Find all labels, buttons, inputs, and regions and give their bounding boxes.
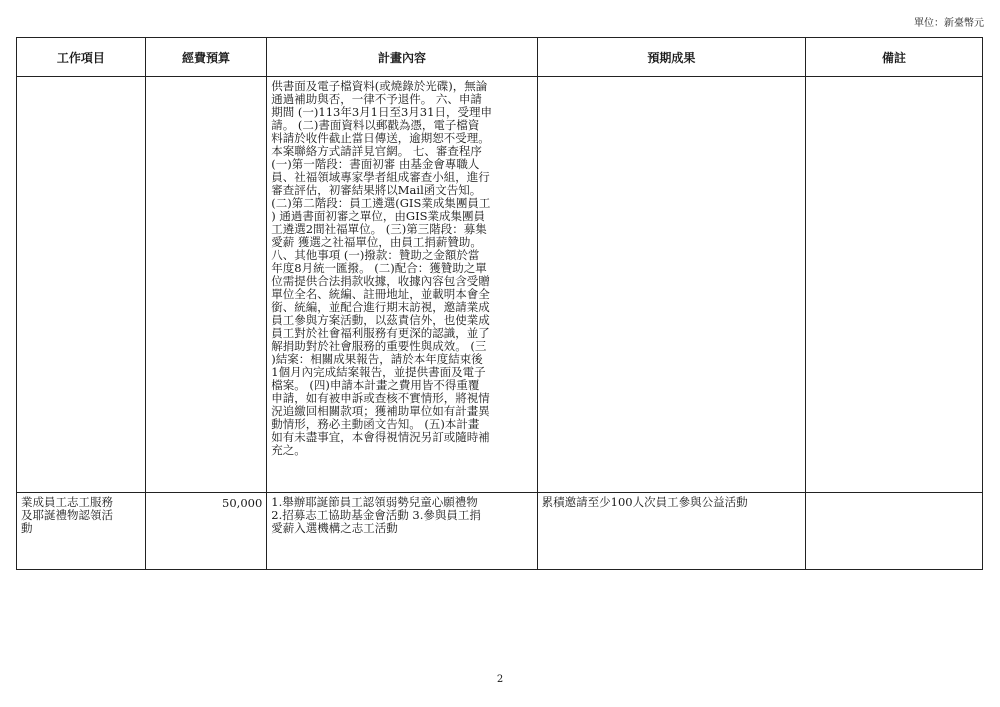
- column-header-remarks: 備註: [806, 38, 983, 77]
- budget-plan-table: [16, 37, 983, 570]
- budget-cell: [145, 77, 267, 493]
- currency-unit-note: 單位：新臺幣元: [914, 18, 984, 29]
- plan-content-cell: 供書面及電子檔資料(或燒錄於光碟)，無論 通過補助與否，一律不予退件。 六、申請 期間 (一)113年3月1日至3月31日，受理申 請。 (二)書面資料以郵戳為憑，電子檔資 料請於收件截止當日傳送，逾期恕不受理。 本案聯絡方式請詳見官網。 七、審查程序 (一)第一階段：書面初審 由基金會專職人 員、社福領域專家學者組成審查小組，進行 審查評估，初審結果將以Mail函文告知。 (二)第二階段：員工遴選(GIS業成集團員工 ) 通過書面初審之單位，由GIS業成集團員 工遴選2間社福單位。 (三)第三階段：募集 愛薪 獲選之社福單位，由員工捐薪贊助。 八、其他事項 (一)撥款：贊助之金額於當 年度8月統一匯撥。 (二)配合：獲贊助之單 位需提供合法捐款收據，收據內容包含受贈 單位全名、統編、註冊地址，並載明本會全 銜、統編，並配合進行期末訪視，邀請業成 員工參與方案活動，以茲責信外，也使業成 員工對於社會福利服務有更深的認識，並了 解捐助對於社會服務的重要性與成效。 (三 )結案：相關成果報告，請於本年度結束後 1個月內完成結案報告，並提供書面及電子 檔案。 (四)申請本計畫之費用皆不得重覆 申請，如有被申訴或查核不實情形，將視情 況追繳回相關款項；獲補助單位如有計畫異 動情形，務必主動函文告知。 (五)本計畫 如有未盡事宜，本會得視情況另訂或隨時補 充之。: [267, 77, 537, 493]
- column-header-budget: 經費預算: [145, 38, 267, 77]
- work-item-cell: [17, 77, 146, 493]
- expected-result-cell: 累積邀請至少100人次員工參與公益活動: [537, 493, 805, 570]
- table-header-row: [17, 38, 983, 77]
- remarks-cell: [806, 77, 983, 493]
- work-item-cell: 業成員工志工服務 及耶誕禮物認領活 動: [17, 493, 146, 570]
- column-header-work-item: 工作項目: [17, 38, 146, 77]
- column-header-expected-result: 預期成果: [537, 38, 805, 77]
- remarks-cell: [806, 493, 983, 570]
- plan-content-cell: 1.舉辦耶誕節員工認領弱勢兒童心願禮物 2.招募志工協助基金會活動 3.參與員工捐 愛薪入選機構之志工活動: [267, 493, 537, 570]
- table-row: [17, 77, 983, 493]
- column-header-plan-content: 計畫內容: [267, 38, 537, 77]
- table-row: [17, 493, 983, 570]
- page-number: 2: [496, 674, 504, 685]
- budget-cell: 50,000: [145, 493, 267, 570]
- expected-result-cell: [537, 77, 805, 493]
